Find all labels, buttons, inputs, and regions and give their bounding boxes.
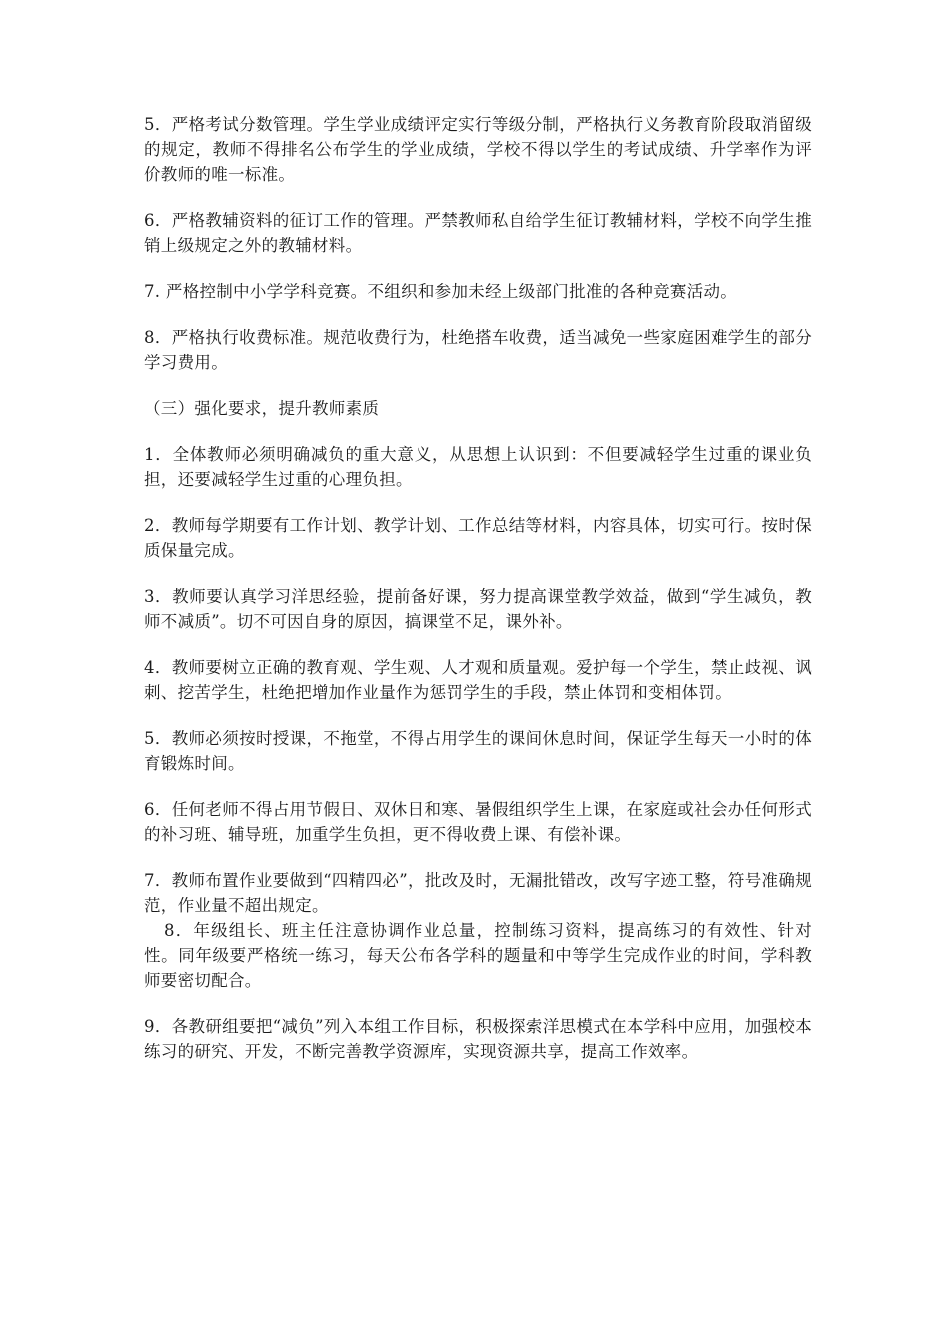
paragraph-item-8: 8．年级组长、班主任注意协调作业总量，控制练习资料，提高练习的有效性、针对性。同年级要严格统一练习，每天公布各学科的题量和中等学生完成作业的时间，学科教师要密切配合。 <box>144 921 812 990</box>
section-heading-teacher-quality: （三）强化要求，提升教师素质 <box>144 399 380 418</box>
paragraph-item-9: 9．各教研组要把“减负”列入本组工作目标，积极探索洋思模式在本学科中应用，加强校本练习的研究、开发，不断完善教学资源库，实现资源共享，提高工作效率。 <box>144 1017 812 1061</box>
document-page <box>144 112 812 1085</box>
paragraph-exam-score-management: 5．严格考试分数管理。学生学业成绩评定实行等级分制，严格执行义务教育阶段取消留级的规定，教师不得排名公布学生的学业成绩，学校不得以学生的考试成绩、升学率作为评价教师的唯一标准。 <box>144 115 812 184</box>
paragraph-item-1: 1．全体教师必须明确减负的重大意义，从思想上认识到：不但要减轻学生过重的课业负担，还要减轻学生过重的心理负担。 <box>144 445 812 489</box>
paragraph-item-5: 5．教师必须按时授课，不拖堂，不得占用学生的课间休息时间，保证学生每天一小时的体育锻炼时间。 <box>144 729 812 773</box>
paragraph-item-2: 2．教师每学期要有工作计划、教学计划、工作总结等材料，内容具体，切实可行。按时保质保量完成。 <box>144 516 812 560</box>
paragraph-item-7: 7．教师布置作业要做到“四精四必”，批改及时，无漏批错改，改写字迹工整，符号准确规范，作业量不超出规定。 <box>144 871 812 915</box>
paragraph-teaching-materials: 6．严格教辅资料的征订工作的管理。严禁教师私自给学生征订教辅材料，学校不向学生推销上级规定之外的教辅材料。 <box>144 211 812 255</box>
paragraph-subject-competitions: 7. 严格控制中小学学科竞赛。不组织和参加未经上级部门批准的各种竞赛活动。 <box>144 282 738 301</box>
paragraph-item-4: 4．教师要树立正确的教育观、学生观、人才观和质量观。爱护每一个学生，禁止歧视、讽刺、挖苦学生，杜绝把增加作业量作为惩罚学生的手段，禁止体罚和变相体罚。 <box>144 658 812 702</box>
paragraph-item-3: 3．教师要认真学习洋思经验，提前备好课，努力提高课堂教学效益，做到“学生减负，教师不减质”。切不可因自身的原因，搞课堂不足，课外补。 <box>144 587 812 631</box>
paragraph-fee-standards: 8．严格执行收费标准。规范收费行为，杜绝搭车收费，适当减免一些家庭困难学生的部分学习费用。 <box>144 328 812 372</box>
paragraph-item-6: 6．任何老师不得占用节假日、双休日和寒、暑假组织学生上课，在家庭或社会办任何形式的补习班、辅导班，加重学生负担，更不得收费上课、有偿补课。 <box>144 800 812 844</box>
